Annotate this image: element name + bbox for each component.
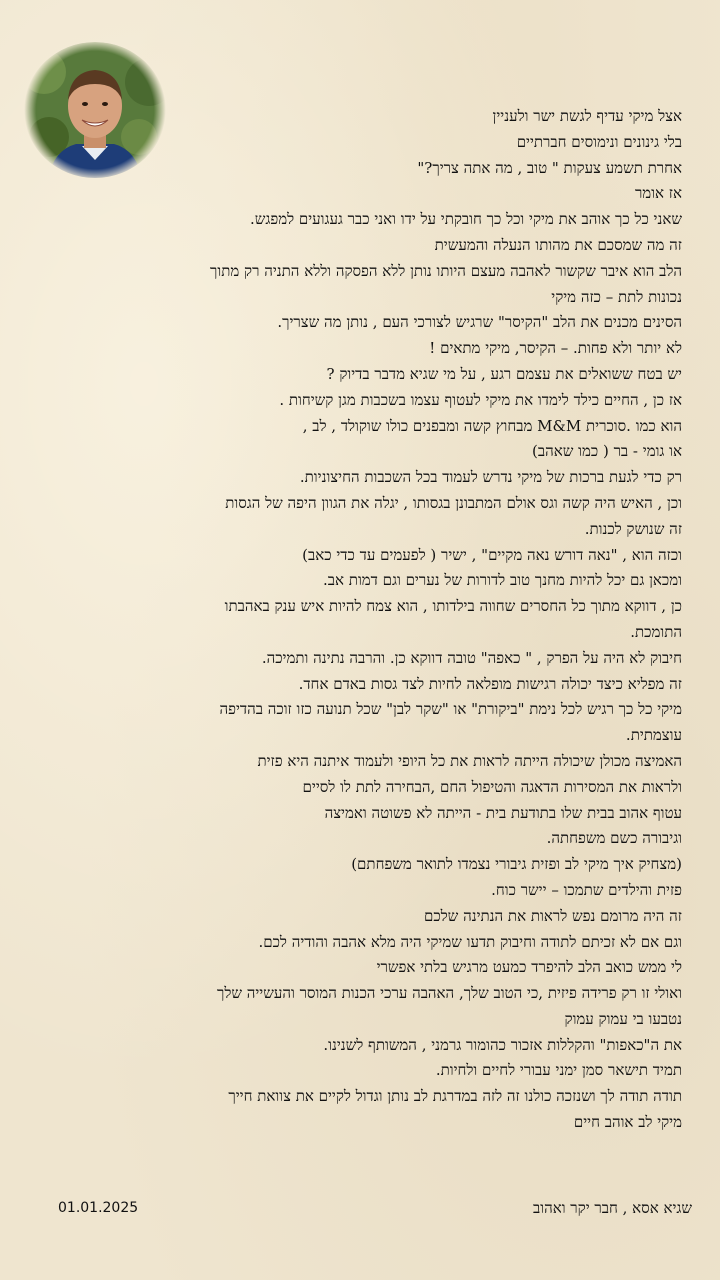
letter-line: וגם אם לא זכיתם לתודה וחיבוק תדעו שמיקי היה מלא אהבה והודיה לכם.: [258, 932, 682, 951]
letter-line: תודה תודה לך ושנזכה כולנו זה לזה במדרגת לב נותן וגדול לקיים את צוואת חייך: [228, 1087, 682, 1106]
letter-line: וכזה הוא , "נאה דורש נאה מקיים" , ישיר ( לפעמים עד כדי כאב): [302, 545, 682, 564]
letter-line: זה מפליא כיצד יכולה רגישות מופלאה לחיות לצד גסות באדם אחד.: [298, 674, 682, 693]
letter-line: שאני כל כך אוהב את מיקי וכל כך חובקתי על ידו ואני כבר געגועים למפגש.: [250, 210, 682, 229]
letter-line: (מצחיק איך מיקי לב ופזית גיבורי נצמדו לתואר משפחתם): [351, 855, 682, 874]
letter-line: הוא כמו .סוכרית M&M מבחוץ קשה ומבפנים כולו שוקולד , לב ,: [302, 416, 682, 435]
letter-line: אצל מיקי עדיף לגשת ישר ולעניין: [492, 107, 682, 125]
letter-line: פזית והילדים שתמכו – יישר כוח.: [491, 880, 682, 899]
letter-line: רק כדי לגעת ברכות של מיקי נדרש לעמוד בכל השכבות החיצוניות.: [299, 468, 682, 487]
letter-line: אחרת תשמע צעקות " טוב , מה אתה צריך?": [417, 158, 682, 177]
letter-line: מיקי כל כך רגיש לכל נימת "ביקורת" או "שקר לבן" שכל תנועה כזו זוכה בהדיפה: [219, 700, 682, 719]
letter-body: [42, 104, 682, 1136]
letter-line: וגיבורה כשם משפחתה.: [546, 829, 682, 848]
letter-line: עוצמתית.: [625, 726, 682, 745]
letter-line: נטבעו בי עמוק עמוק: [564, 1009, 682, 1028]
letter-line: ומכאן גם יכל להיות מחנך טוב לדורות של נערים וגם דמות אב.: [323, 571, 682, 590]
letter-line: הסינים מכנים את הלב "הקיסר" שרגיש לצורכי העם , נותן מה שצריך.: [277, 313, 682, 332]
letter-line: יש בטח ששואלים את עצמם רגע , על מי שגיא מדבר בדיוק ?: [326, 364, 682, 383]
letter-line: ואולי זו רק פרידה פיזית ,כי הטוב שלך, האהבה ערכי הכנות המוסר והעשייה שלך: [216, 984, 682, 1003]
letter-line: זה היה מרומם נפש לראות את הנתינה שלכם: [423, 906, 682, 925]
date: 01.01.2025: [58, 1200, 139, 1216]
letter-line: תמיד תישאר סמן ימני עבורי לחיים ולחיות.: [435, 1061, 682, 1080]
letter-line: לי ממש כואב הלב להיפרד כמעט מרגיש בלתי אפשרי: [376, 958, 682, 977]
letter-line: או גומי - בר ( כמו שאהב): [532, 442, 682, 461]
letter-line: זה מה שמסכם את מהותו הנעלה והמעשית: [434, 235, 682, 254]
letter-line: נכונות לתת – כזה מיקי: [551, 287, 682, 306]
letter-line: וכן , האיש היה קשה וגס אולם המתבונן בגסותו , יגלה את הגוון היפה של הגסות: [225, 493, 682, 512]
letter-line: האמיצה מכולן שיכולה הייתה לראות את כל היופי ולעמוד איתנה היא פזית: [257, 751, 682, 770]
letter-line: את ה"כאפות" והקללות אזכור כהומור גרמני , המשותף לשנינו.: [323, 1035, 682, 1054]
letter-line: זה שנושק לכנות.: [584, 519, 682, 538]
letter-line: מיקי לב אוהב חיים: [573, 1113, 682, 1132]
signature: שגיא אסא , חבר יקר ואהוב: [533, 1199, 692, 1217]
letter-line: לא יותר ולא פחות. – הקיסר, מיקי מתאים !: [429, 339, 682, 358]
letter-line: ולראות את המסירות הדאגה והטיפול החם ,הבחירה לתת לו לסיים: [302, 777, 682, 796]
letter-line: אז אומר: [634, 184, 682, 203]
letter-line: אז כן , החיים כילד לימדו את מיקי לעטוף עצמו בשכבות מגן קשיחות .: [279, 390, 682, 409]
letter-line: חיבוק לא היה על הפרק , " כאפה" טובה דווקא כן. והרבה נתינה ותמיכה.: [261, 648, 682, 667]
letter-line: בלי גינונים ונימוסים חברתיים: [516, 132, 682, 151]
letter-line: כן , דווקא מתוך כל החסרים שחווה בילדותו , הוא צמח להיות איש ענק באהבתו: [224, 597, 682, 616]
letter-line: הלב הוא איבר שקשור לאהבה מעצם היותו נותן ללא הפסקה וללא התניה רק מתוך: [210, 261, 682, 280]
letter-line: עטוף אהוב בבית שלו בתודעת בית - הייתה לא פשוטה ואמיצה: [324, 803, 682, 822]
letter-line: התומכת.: [630, 622, 682, 641]
